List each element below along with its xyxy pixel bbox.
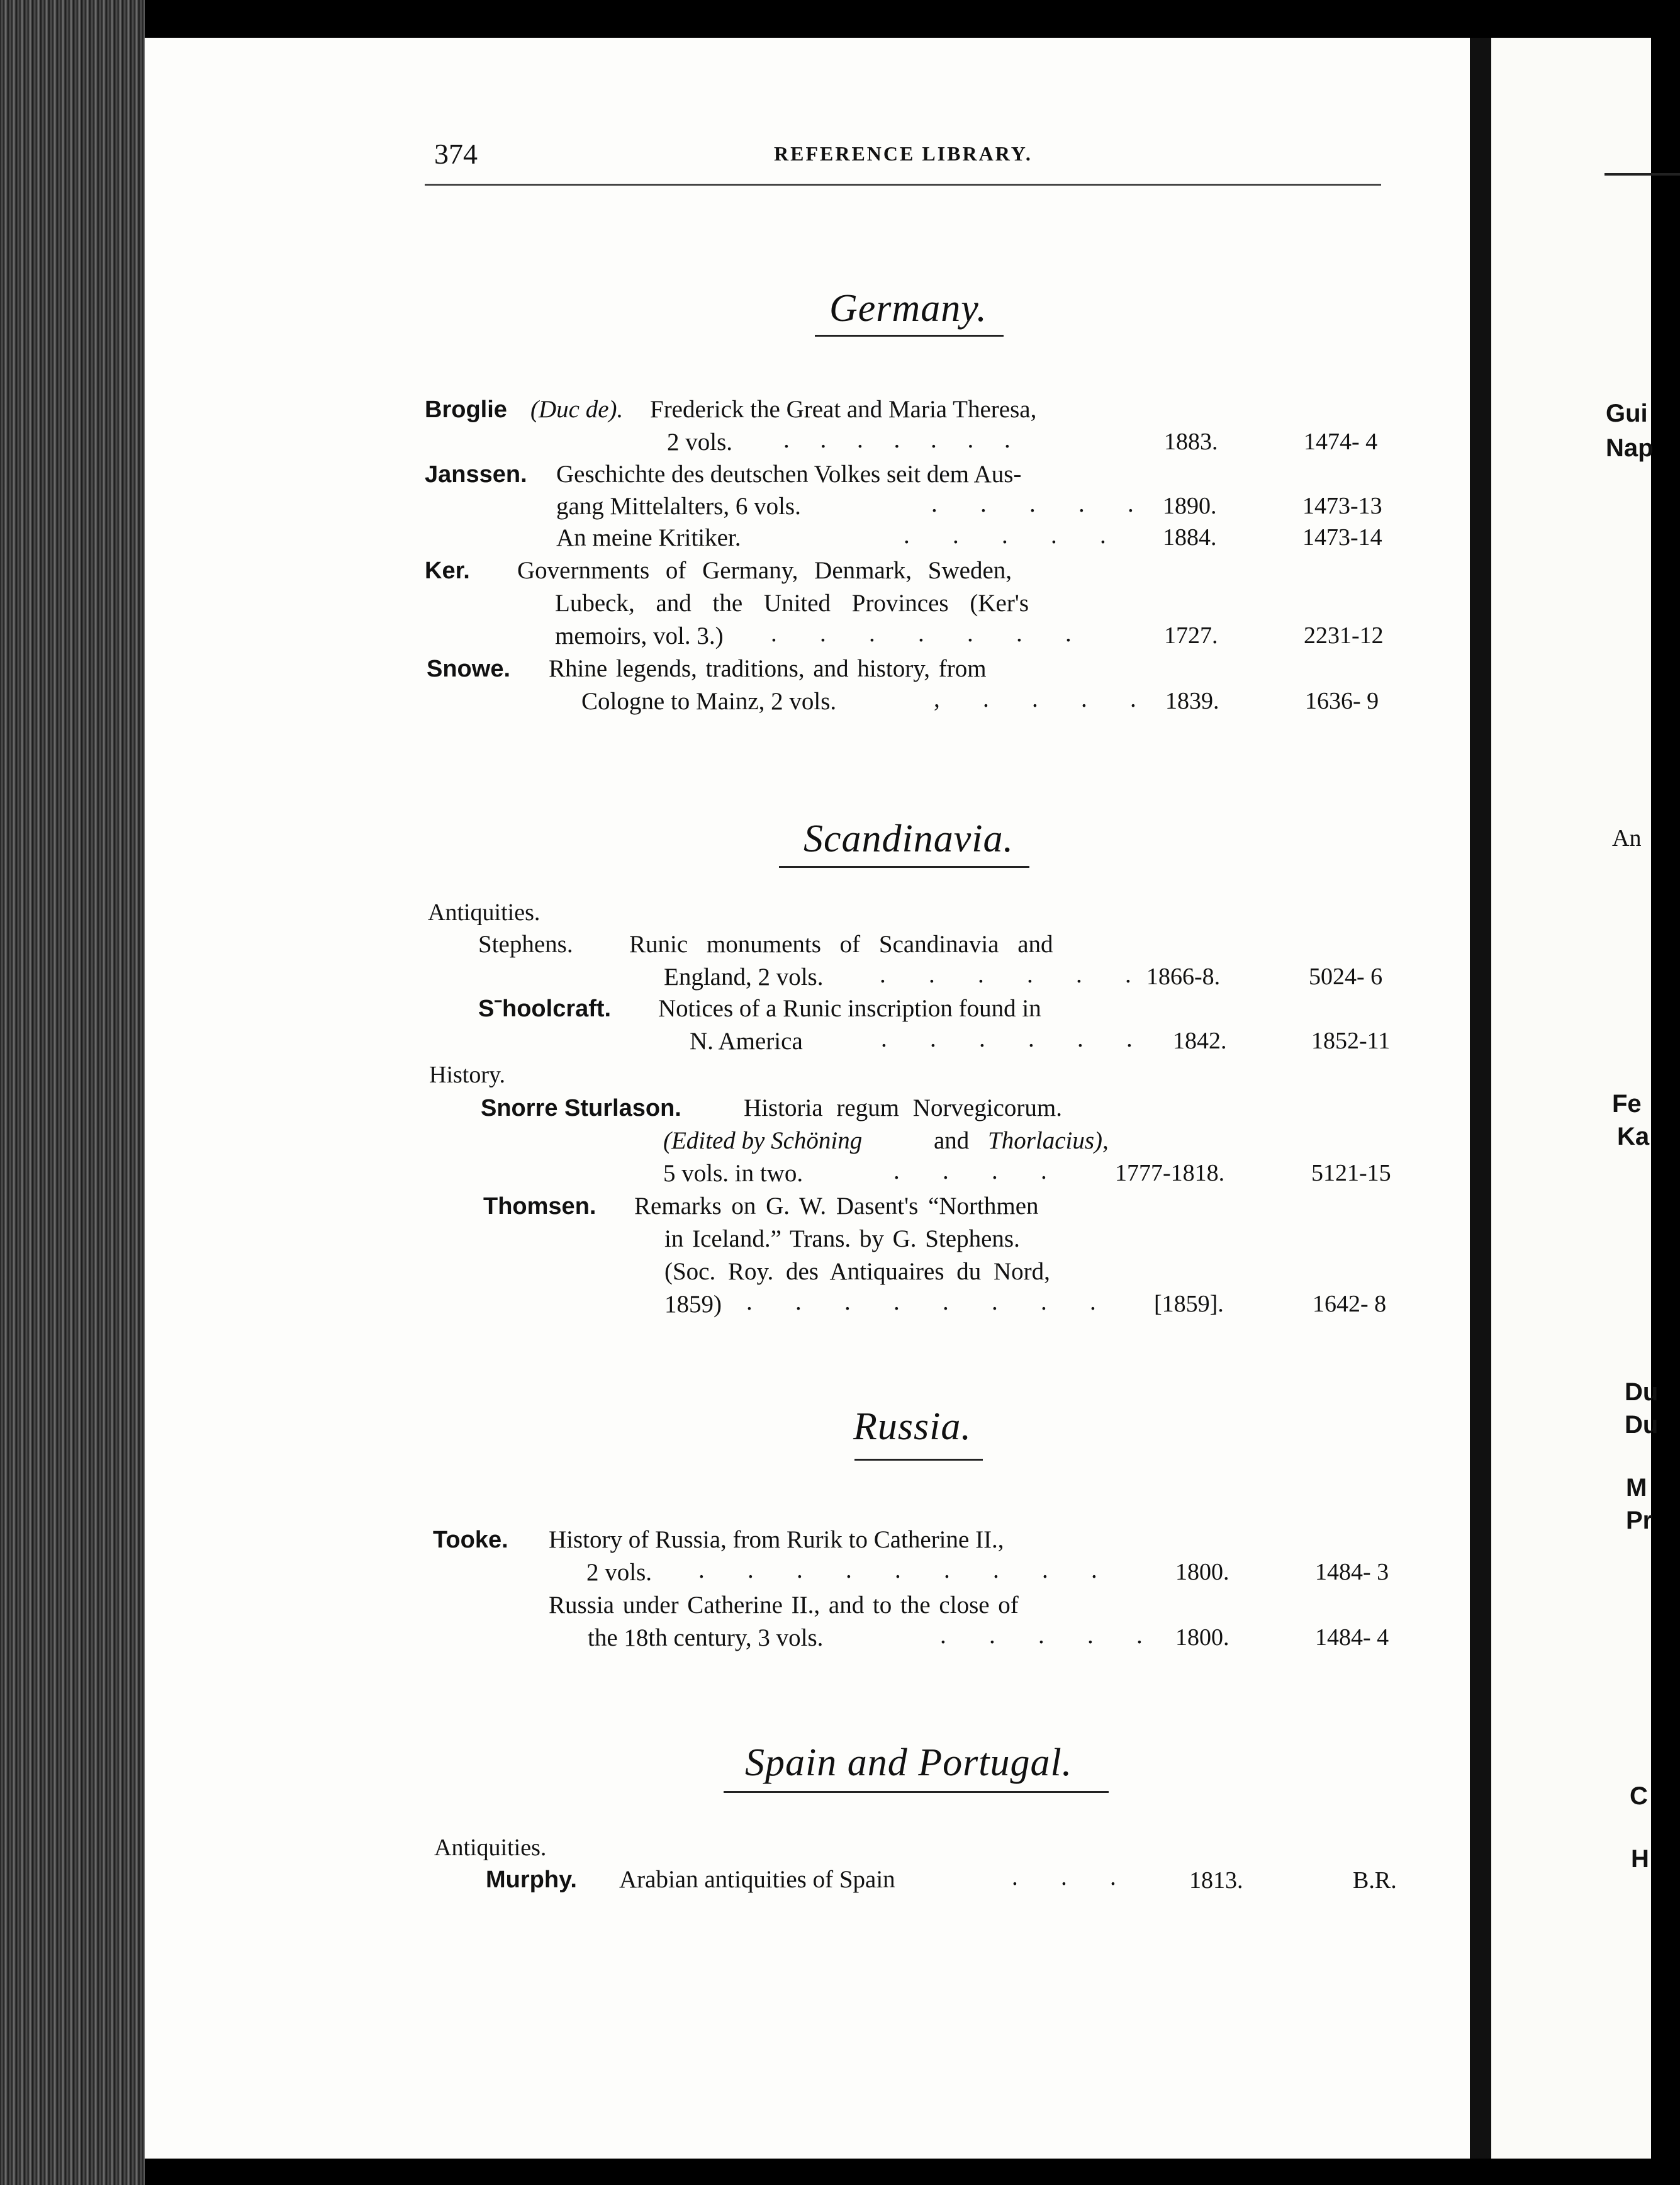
subject-heading: Antiquities.	[428, 899, 540, 926]
entry-title: History of Russia, from Rurik to Catherine II.,	[549, 1526, 1004, 1553]
adjacent-fragment: C	[1630, 1782, 1648, 1810]
section-rule	[724, 1791, 1109, 1793]
entry-editor: Thorlacius),	[988, 1127, 1109, 1154]
adjacent-fragment: Fe	[1612, 1090, 1642, 1118]
entry-title: Russia under Catherine II., and to the close of	[549, 1592, 1019, 1619]
entry-call-number: 1484- 3	[1315, 1559, 1389, 1585]
adjacent-fragment: Gui	[1606, 400, 1648, 427]
entry-year: 1839.	[1165, 688, 1219, 714]
leader-dots: . . . . . . .	[783, 426, 1011, 453]
entry-author: Snowe.	[427, 656, 511, 682]
entry-author: Broglie	[425, 396, 507, 423]
entry-author: Tooke.	[433, 1527, 508, 1553]
leader-dots: . . .	[1012, 1863, 1116, 1890]
entry-year: 1883.	[1164, 429, 1218, 455]
section-title-spain-portugal: Spain and Portugal.	[745, 1741, 1073, 1784]
adjacent-fragment: Du	[1625, 1378, 1659, 1406]
leader-dots: . . . .	[893, 1157, 1047, 1184]
entry-title: the 18th century, 3 vols.	[588, 1624, 824, 1651]
entry-title: 1859)	[664, 1291, 722, 1318]
entry-title: Frederick the Great and Maria Theresa,	[650, 396, 1037, 423]
entry-title: N. America	[690, 1028, 803, 1055]
page-gutter	[1470, 38, 1491, 2159]
entry-author: Sˉhoolcraft.	[478, 996, 612, 1022]
entry-year: 1842.	[1173, 1028, 1227, 1054]
entry-year: [1859].	[1154, 1291, 1224, 1317]
leader-dots: . . . . . .	[880, 961, 1131, 988]
entry-call-number: 1852-11	[1311, 1028, 1391, 1054]
adjacent-fragment: Ka	[1617, 1123, 1650, 1150]
adjacent-page	[1491, 38, 1659, 2159]
entry-title: Remarks on G. W. Dasent's “Northmen	[634, 1193, 1039, 1220]
entry-title: Governments of Germany, Denmark, Sweden,	[517, 557, 1012, 584]
adjacent-fragment: Pr	[1626, 1507, 1653, 1534]
subject-heading: Antiquities.	[434, 1834, 547, 1861]
leader-dots: . . . . . . .	[771, 620, 1072, 647]
entry-title: Runic monuments of Scandinavia and	[629, 931, 1053, 958]
entry-year: 1727.	[1164, 622, 1218, 649]
entry-title: Historia regum Norvegicorum.	[744, 1094, 1062, 1121]
entry-title: Geschichte des deutschen Volkes seit dem Aus-	[556, 461, 1022, 488]
adjacent-fragment: H	[1631, 1845, 1649, 1873]
entry-title: An meine Kritiker.	[556, 524, 741, 551]
header-rule	[425, 184, 1381, 186]
leader-dots: . . . . .	[931, 490, 1134, 517]
adjacent-fragment: An	[1612, 825, 1642, 851]
entry-title: Arabian antiquities of Spain	[619, 1866, 895, 1893]
entry-author: Thomsen.	[483, 1193, 596, 1220]
entry-author: Janssen.	[425, 461, 527, 488]
book-page-edges	[0, 0, 145, 2185]
entry-year: 1813.	[1189, 1867, 1243, 1894]
entry-title: Cologne to Mainz, 2 vols.	[581, 688, 837, 715]
leader-dots: . . . . . .	[881, 1025, 1133, 1052]
entry-editor: (Edited by Schöning	[663, 1127, 863, 1154]
entry-author: Ker.	[425, 558, 470, 584]
entry-title: 2 vols.	[586, 1559, 652, 1586]
leader-dots: . . . . .	[940, 1622, 1143, 1649]
page-number: 374	[434, 138, 478, 170]
entry-call-number: 1642- 8	[1313, 1291, 1387, 1317]
entry-year: 1866-8.	[1146, 963, 1221, 990]
leader-dots: , . . . .	[934, 685, 1136, 712]
entry-title: Notices of a Runic inscription found in	[658, 995, 1041, 1022]
entry-author: Murphy.	[486, 1867, 577, 1893]
entry-call-number: 5024- 6	[1309, 963, 1383, 990]
entry-title: (Soc. Roy. des Antiquaires du Nord,	[664, 1258, 1050, 1285]
section-rule	[854, 1459, 983, 1461]
entry-call-number: 1484- 4	[1315, 1624, 1389, 1651]
leader-dots: . . . . . . . .	[746, 1288, 1096, 1315]
entry-title: and	[934, 1127, 970, 1154]
leader-dots: . . . . .	[904, 522, 1106, 549]
entry-call-number: 1473-13	[1302, 493, 1382, 519]
entry-author: Stephens.	[478, 931, 573, 958]
entry-title: Rhine legends, traditions, and history, from	[549, 655, 987, 682]
adjacent-page-rule	[1604, 173, 1680, 176]
adjacent-fragment: Du	[1625, 1411, 1659, 1439]
entry-title: in Iceland.” Trans. by G. Stephens.	[664, 1225, 1020, 1252]
adjacent-fragment: Nap	[1606, 434, 1654, 462]
entry-year: 1884.	[1163, 524, 1217, 551]
entry-year: 1777-1818.	[1115, 1160, 1225, 1186]
section-title-germany: Germany.	[829, 287, 987, 330]
entry-year: 1800.	[1175, 1559, 1229, 1585]
leader-dots: . . . . . . . . .	[698, 1556, 1097, 1583]
subject-heading: History.	[429, 1062, 506, 1088]
entry-title: memoirs, vol. 3.)	[555, 622, 724, 649]
entry-call-number: B.R.	[1353, 1867, 1397, 1894]
section-rule	[815, 335, 1004, 337]
entry-year: 1800.	[1175, 1624, 1229, 1651]
entry-title: gang Mittelalters, 6 vols.	[556, 493, 801, 520]
adjacent-fragment: M	[1626, 1474, 1647, 1502]
section-title-scandinavia: Scandinavia.	[804, 817, 1014, 860]
entry-call-number: 2231-12	[1304, 622, 1384, 649]
running-title: REFERENCE LIBRARY.	[774, 142, 1033, 165]
entry-title: Lubeck, and the United Provinces (Ker's	[555, 590, 1029, 617]
section-title-russia: Russia.	[853, 1405, 972, 1448]
section-rule	[779, 866, 1029, 868]
entry-author: Snorre Sturlason.	[481, 1095, 681, 1121]
entry-title: England, 2 vols.	[664, 963, 824, 991]
entry-call-number: 1473-14	[1302, 524, 1382, 551]
entry-call-number: 1474- 4	[1304, 429, 1378, 455]
entry-title: 2 vols.	[667, 429, 733, 456]
entry-title: 5 vols. in two.	[663, 1160, 804, 1187]
entry-author-note: (Duc de).	[530, 396, 624, 423]
entry-call-number: 1636- 9	[1305, 688, 1379, 714]
entry-year: 1890.	[1163, 493, 1217, 519]
entry-call-number: 5121-15	[1311, 1160, 1391, 1186]
